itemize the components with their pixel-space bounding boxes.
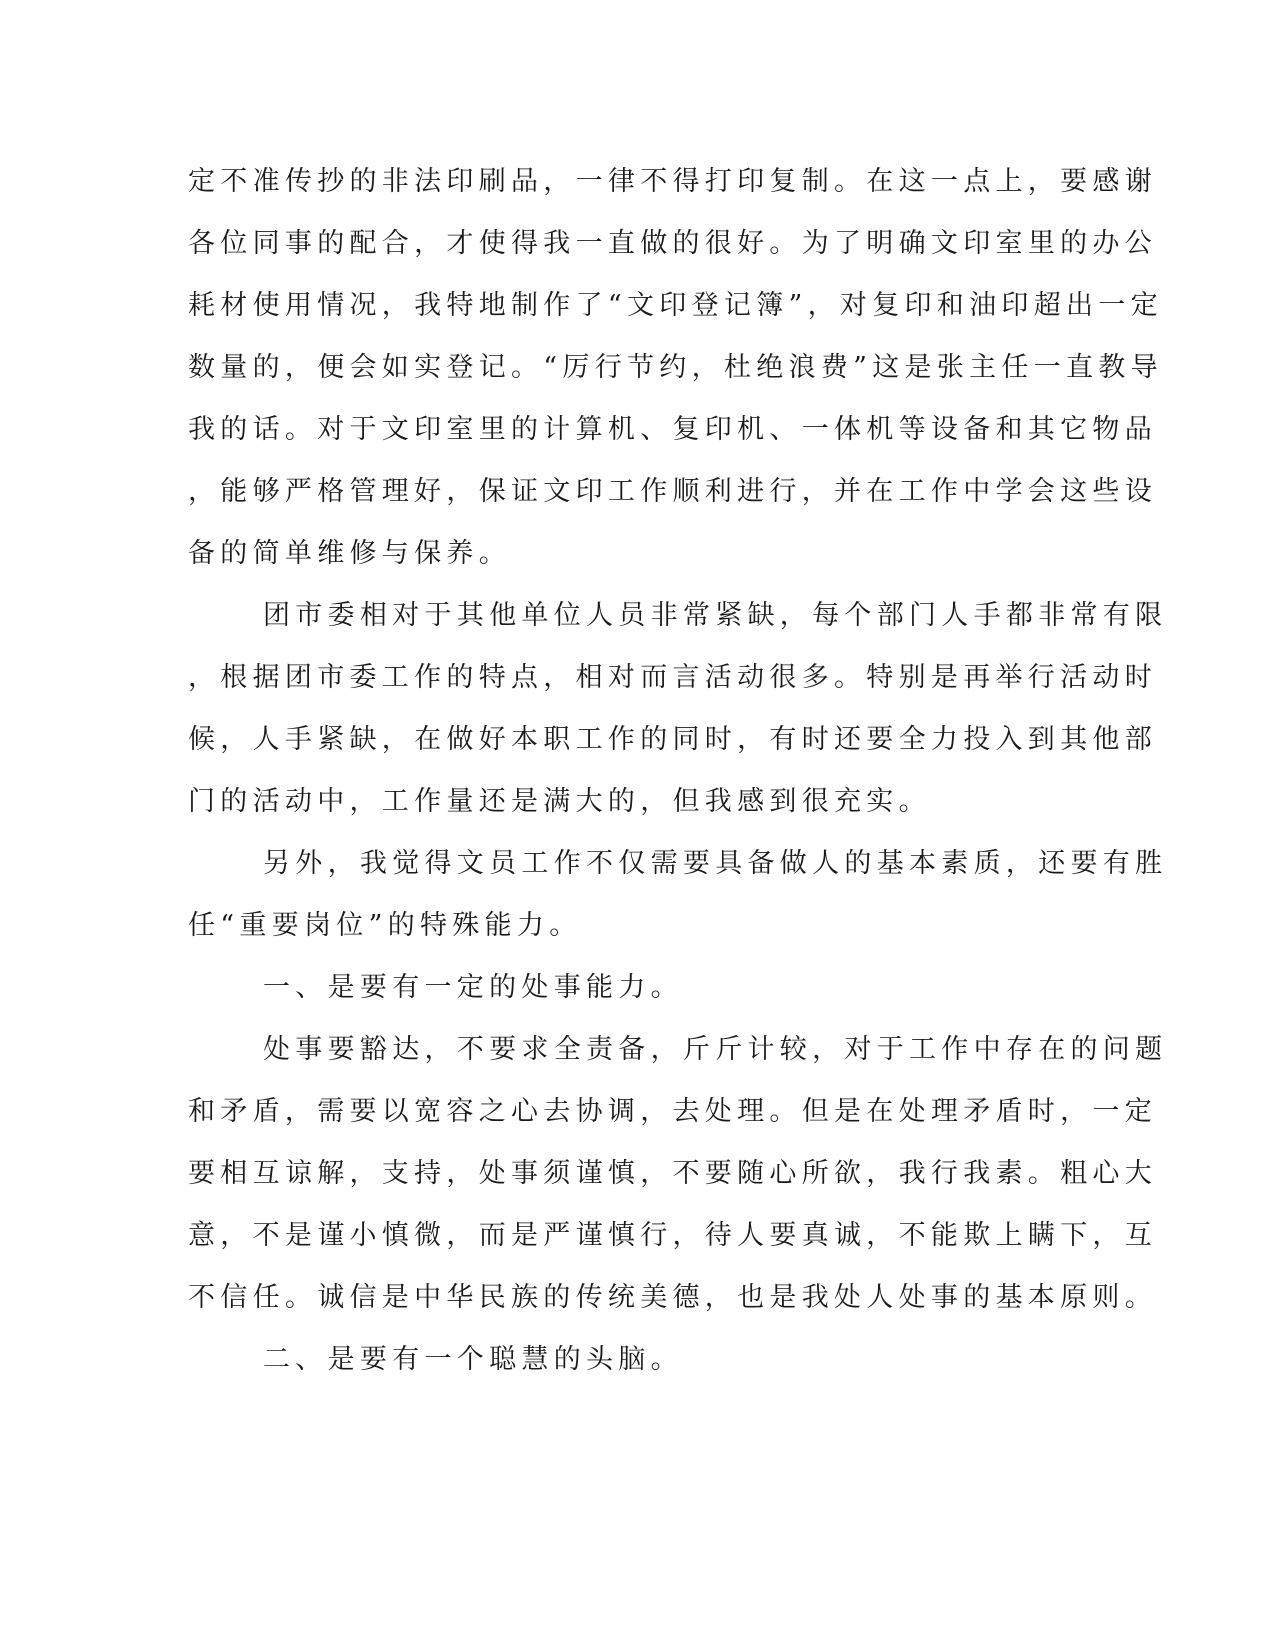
text-line: ，能够严格管理好，保证文印工作顺利进行，并在工作中学会这些设	[188, 476, 1157, 507]
text-line: 数量的，便会如实登记。“厉行节约，杜绝浪费”这是张主任一直教导	[188, 352, 1163, 383]
section-heading: 一、是要有一定的处事能力。	[263, 972, 683, 1003]
text-line: 定不准传抄的非法印刷品，一律不得打印复制。在这一点上，要感谢	[188, 166, 1157, 197]
text-line: 备的简单维修与保养。	[188, 538, 511, 569]
text-line: 意，不是谨小慎微，而是严谨慎行，待人要真诚，不能欺上瞒下，互	[188, 1220, 1157, 1251]
paragraph-first-line: 团市委相对于其他单位人员非常紧缺，每个部门人手都非常有限	[263, 600, 1168, 631]
text-line: 门的活动中，工作量还是满大的，但我感到很充实。	[188, 786, 931, 817]
text-line: 和矛盾，需要以宽容之心去协调，去处理。但是在处理矛盾时，一定	[188, 1096, 1157, 1127]
section-heading: 二、是要有一个聪慧的头脑。	[263, 1344, 683, 1375]
text-line: 任“重要岗位”的特殊能力。	[188, 910, 582, 941]
text-line: 候，人手紧缺，在做好本职工作的同时，有时还要全力投入到其他部	[188, 724, 1157, 755]
text-line: ，根据团市委工作的特点，相对而言活动很多。特别是再举行活动时	[188, 662, 1157, 693]
text-line: 各位同事的配合，才使得我一直做的很好。为了明确文印室里的办公	[188, 228, 1157, 259]
paragraph-first-line: 另外，我觉得文员工作不仅需要具备做人的基本素质，还要有胜	[263, 848, 1168, 879]
text-line: 我的话。对于文印室里的计算机、复印机、一体机等设备和其它物品	[188, 414, 1157, 445]
text-line: 要相互谅解，支持，处事须谨慎，不要随心所欲，我行我素。粗心大	[188, 1158, 1157, 1189]
text-line: 不信任。诚信是中华民族的传统美德，也是我处人处事的基本原则。	[188, 1282, 1157, 1313]
paragraph-first-line: 处事要豁达，不要求全责备，斤斤计较，对于工作中存在的问题	[263, 1034, 1168, 1065]
text-line: 耗材使用情况，我特地制作了“文印登记簿”，对复印和油印超出一定	[188, 290, 1163, 321]
